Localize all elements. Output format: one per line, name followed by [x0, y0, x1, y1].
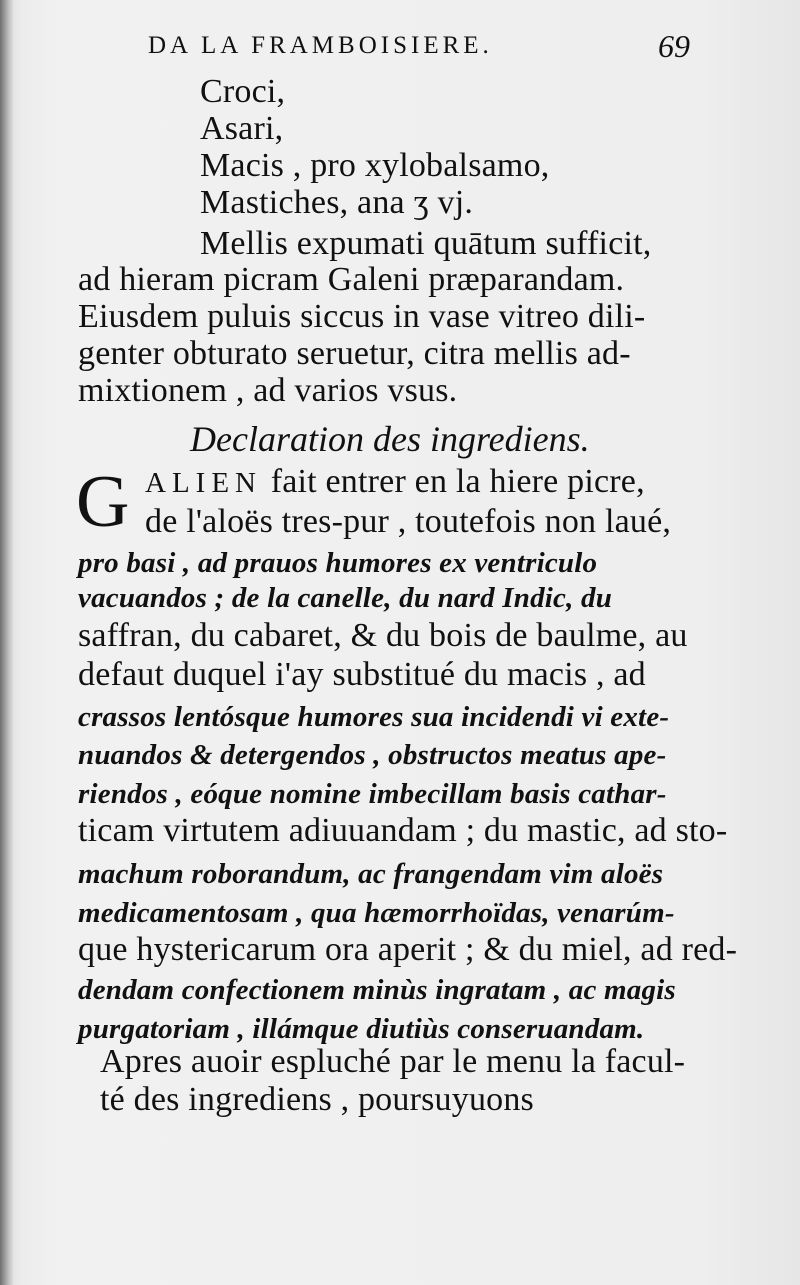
commentary-line: de l'aloës tres-pur , toutefois non laué, — [145, 503, 672, 540]
first-word: ALIEN — [145, 467, 262, 499]
commentary-line: medicamentosam , qua hæmorrhoïdas, venarúm- — [78, 897, 675, 929]
latin-line: genter obturato seruetur, citra mellis ad- — [78, 335, 631, 372]
page-gutter-shadow — [0, 0, 14, 1285]
commentary-line: riendos , eóque nomine imbecillam basis cathar- — [78, 778, 667, 810]
commentary-line: crassos lentósque humores sua incidendi vi exte- — [78, 701, 670, 733]
latin-line: mixtionem , ad varios vsus. — [78, 372, 458, 409]
recipe-line: Macis , pro xylobalsamo, — [200, 147, 550, 184]
latin-line: ad hieram picram Galeni præparandam. — [78, 261, 625, 298]
drop-cap: G — [76, 461, 130, 543]
commentary-line: purgatoriam , illámque diutiùs conseruandam. — [78, 1013, 645, 1045]
commentary-line: saffran, du cabaret, & du bois de baulme, au — [78, 617, 688, 654]
recipe-line: Asari, — [200, 110, 284, 147]
commentary-line: machum roborandum, ac frangendam vim aloës — [78, 858, 664, 890]
recipe-line: Croci, — [200, 73, 286, 110]
latin-line: Mellis expumati quātum sufficit, — [200, 225, 652, 262]
commentary-line: pro basi , ad prauos humores ex ventriculo — [78, 547, 598, 579]
section-heading: Declaration des ingrediens. — [190, 419, 590, 459]
page-number: 69 — [658, 28, 690, 64]
commentary-line: vacuandos ; de la canelle, du nard Indic, du — [78, 582, 613, 614]
commentary-line: dendam confectionem minùs ingratam , ac magis — [78, 974, 676, 1006]
commentary-line: té des ingrediens , poursuyuons — [100, 1081, 534, 1118]
commentary-line: defaut duquel i'ay substitué du macis , ad — [78, 656, 646, 693]
commentary-line: nuandos & detergendos , obstructos meatus ape- — [78, 739, 667, 771]
latin-line: Eiusdem puluis siccus in vase vitreo dili- — [78, 298, 646, 335]
recipe-line: Mastiches, ana ʒ vj. — [200, 184, 474, 221]
commentary-line: Apres auoir espluché par le menu la facul- — [100, 1043, 686, 1080]
running-head: DA LA FRAMBOISIERE. — [148, 32, 493, 59]
commentary-line: ticam virtutem adiuuandam ; du mastic, ad sto- — [78, 812, 728, 849]
commentary-line: fait entrer en la hiere picre, — [270, 463, 645, 500]
commentary-line: que hystericarum ora aperit ; & du miel, ad red- — [78, 931, 738, 968]
